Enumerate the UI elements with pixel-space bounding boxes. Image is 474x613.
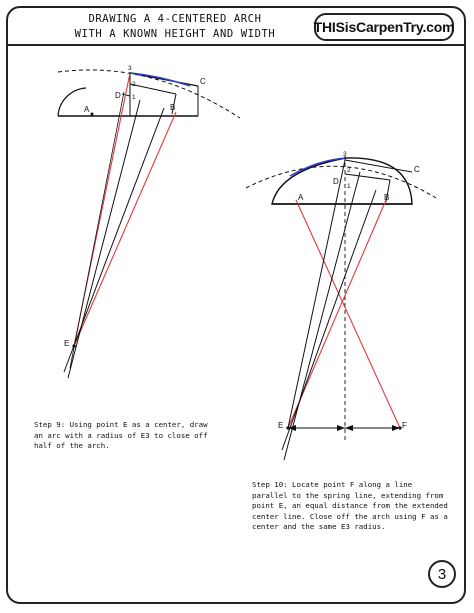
step9-black-line-2 bbox=[64, 108, 164, 372]
step9-label-3: 3 bbox=[128, 65, 132, 72]
step10-label-b: B bbox=[384, 193, 390, 202]
step10-caption: Step 10: Locate point F along a line parallel to the spring line, extending from point E, an equal distance from the extended center line. Close off the arch using F as a center and the same E3 radius. bbox=[252, 480, 448, 531]
step9-point-e bbox=[72, 344, 75, 347]
step10-arrow-mid-left bbox=[337, 425, 345, 431]
title-line-1: DRAWING A 4-CENTERED ARCH bbox=[88, 13, 262, 25]
step10-arrow-mid-right bbox=[345, 425, 353, 431]
step10-label-d: D bbox=[333, 177, 339, 186]
step10-label-e: E bbox=[278, 421, 284, 430]
step9-label-d: D bbox=[115, 91, 121, 100]
step10-figure bbox=[246, 151, 436, 460]
step9-label-c: C bbox=[200, 77, 206, 86]
step9-chord bbox=[130, 73, 198, 86]
step10-arch-outline bbox=[272, 158, 412, 204]
step9-point-a bbox=[91, 113, 94, 116]
step10-label-1: 1 bbox=[347, 183, 351, 190]
step10-red-line-1 bbox=[296, 200, 400, 428]
step9-small-arc bbox=[58, 88, 86, 116]
step9-figure bbox=[58, 65, 240, 378]
step9-black-line-1 bbox=[68, 100, 140, 378]
step10-label-3: 3 bbox=[343, 151, 347, 158]
step9-label-a: A bbox=[84, 105, 90, 114]
step9-perp-1 bbox=[130, 84, 176, 94]
step9-red-line-2 bbox=[74, 112, 176, 346]
step9-label-e: E bbox=[64, 339, 70, 348]
step10-label-2: 2 bbox=[347, 167, 351, 174]
step10-label-c: C bbox=[414, 165, 420, 174]
title-line-2: WITH A KNOWN HEIGHT AND WIDTH bbox=[74, 28, 276, 40]
step9-label-b: B bbox=[170, 103, 176, 112]
step9-caption: Step 9: Using point E as a center, draw an arc with a radius of E3 to close off half of the arch. bbox=[34, 420, 208, 450]
step9-label-2: 2 bbox=[132, 81, 136, 88]
step10-black-line-3 bbox=[282, 190, 376, 450]
page-number: 3 bbox=[428, 560, 456, 588]
step9-label-1: 1 bbox=[132, 94, 136, 101]
step10-perp-1 bbox=[345, 174, 390, 180]
site-logo: THISisCarpenTry.com bbox=[314, 13, 454, 41]
step10-label-f: F bbox=[402, 421, 407, 430]
step10-label-a: A bbox=[298, 193, 304, 202]
step10-point-e bbox=[286, 426, 289, 429]
step9-black-line-3 bbox=[70, 92, 124, 368]
